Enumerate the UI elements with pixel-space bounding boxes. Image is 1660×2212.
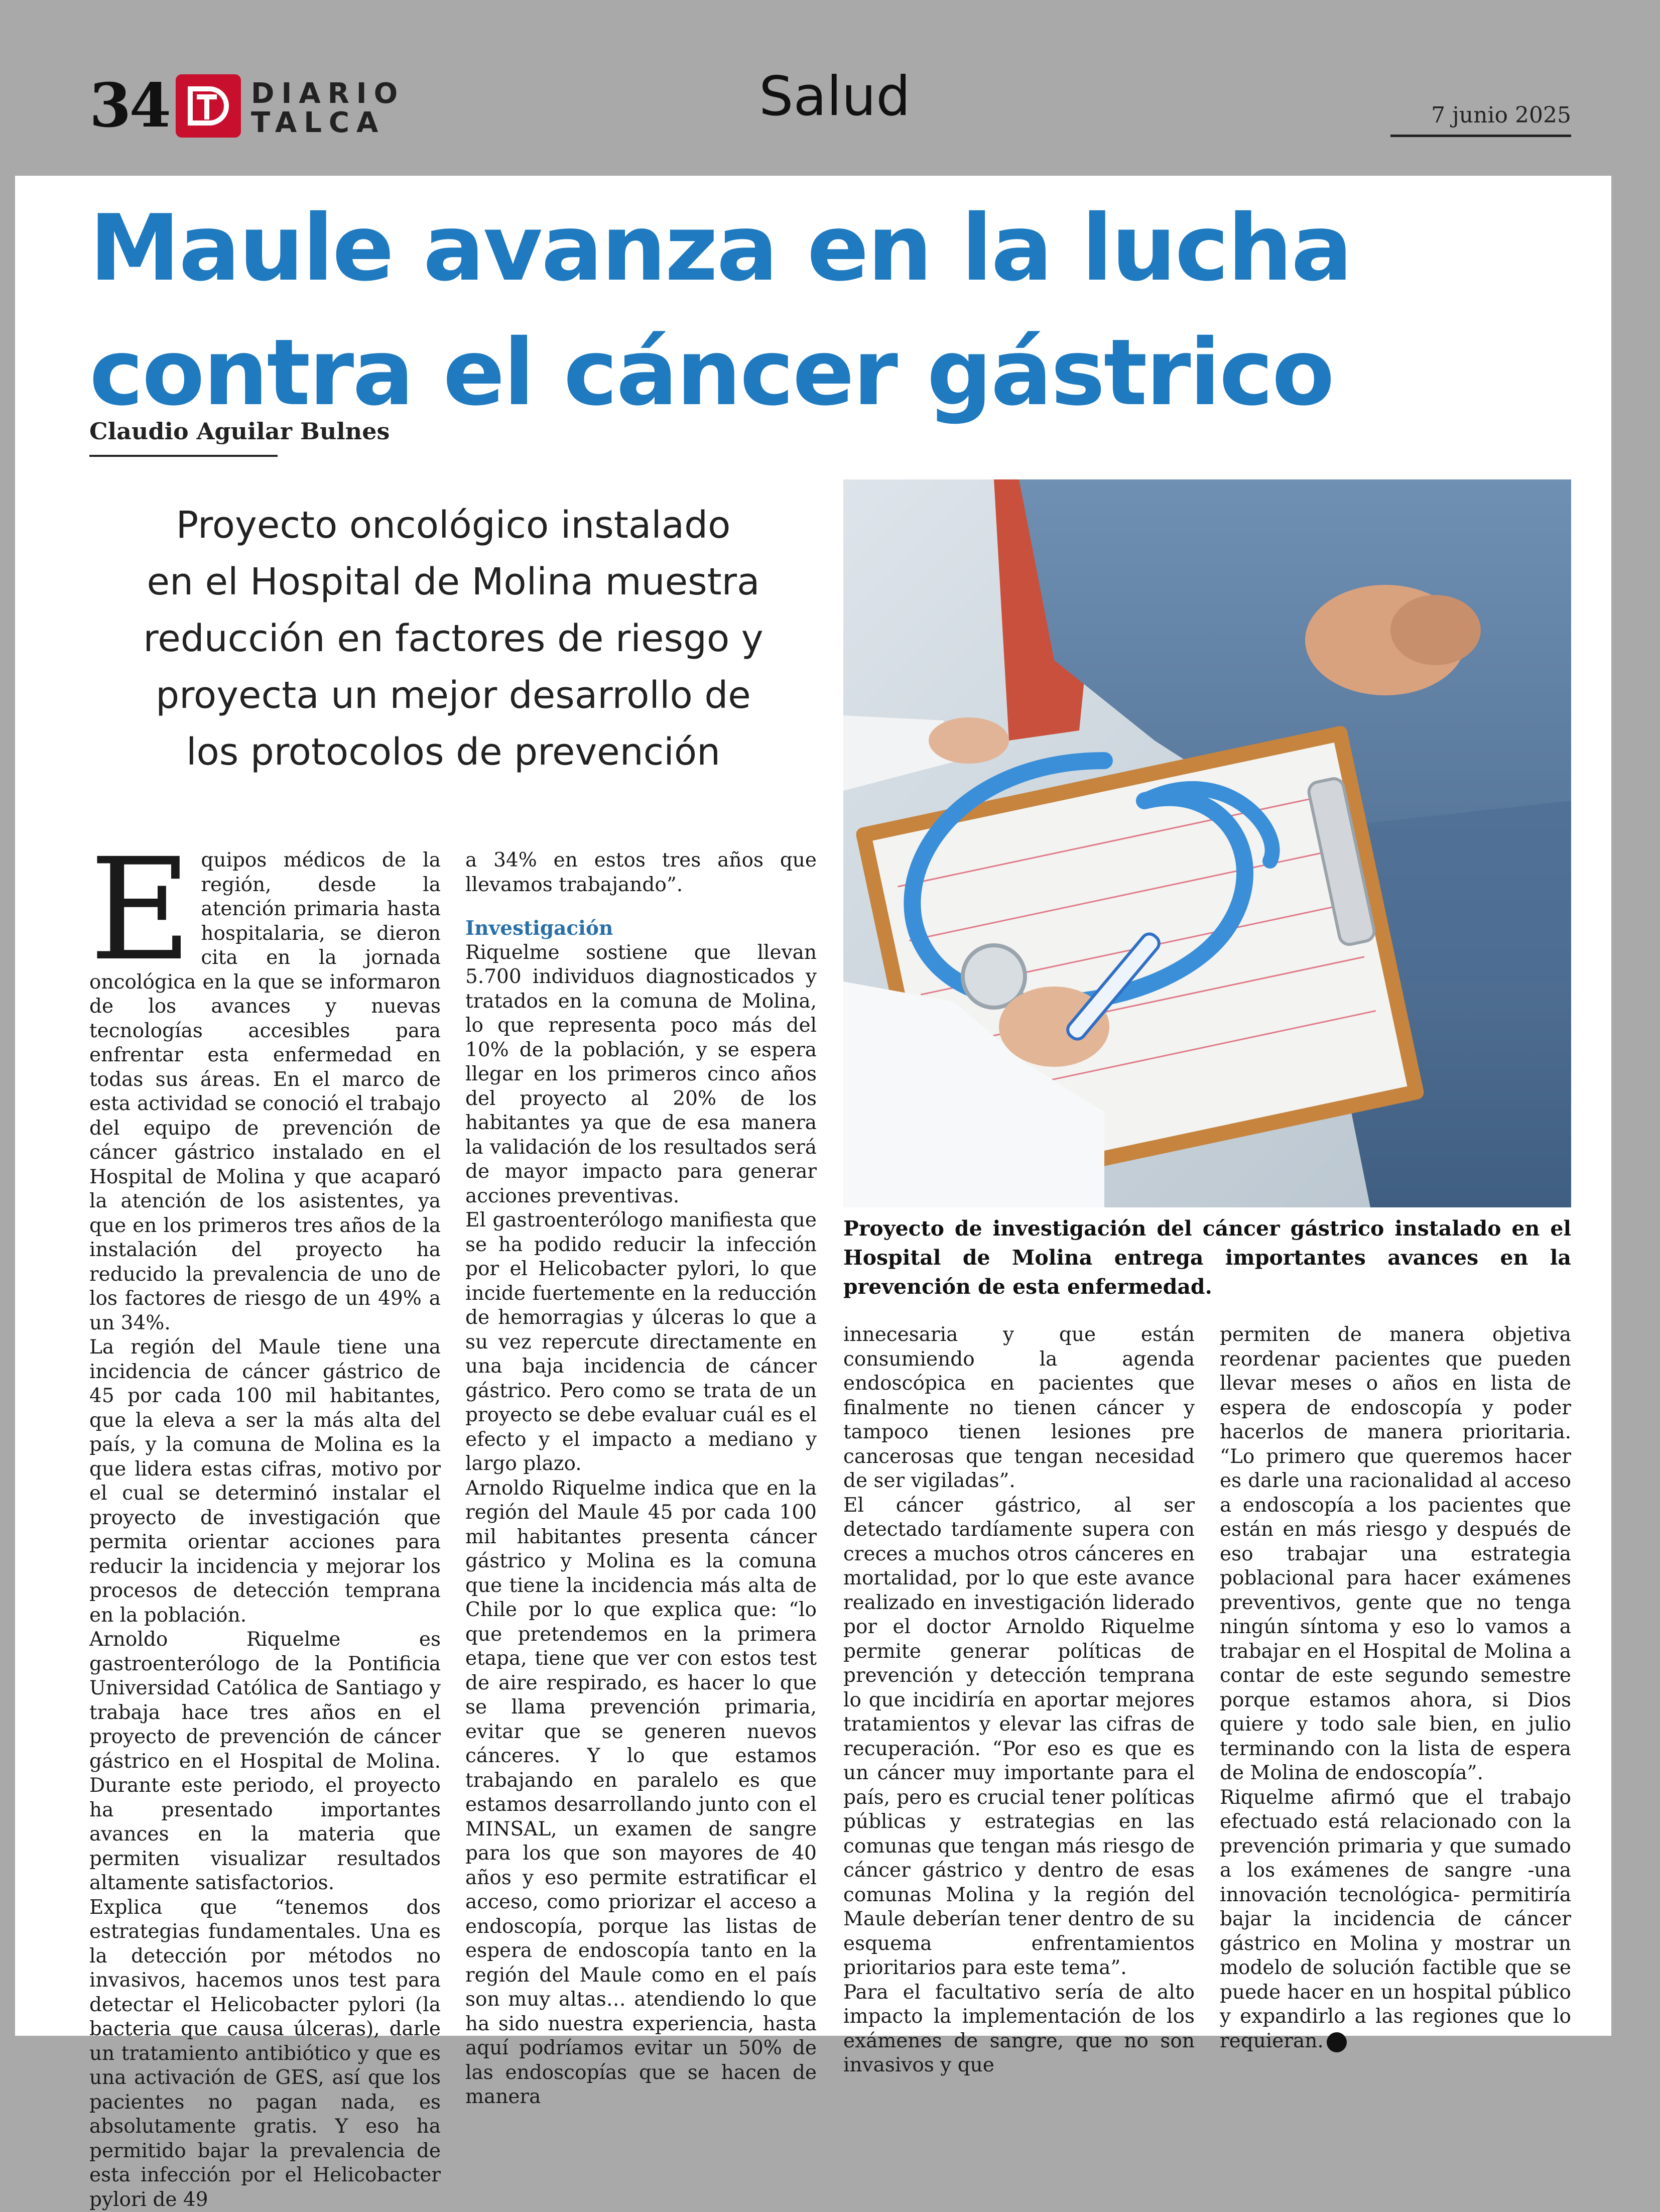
subheading: Investigación [465,916,817,941]
lead-line: los protocolos de prevención [89,724,817,781]
article-column-2 [465,848,817,2110]
article-column-3 [843,1323,1195,2078]
article-paragraph: El cáncer gástrico, al ser detectado tardíamente supera con creces a muchos otros cánceres en mortalidad, por lo que este avance realizado en investigación liderado por el doctor Arnoldo Riquelme permite generar políticas de prevención y detección temprana lo que incidiría en aportar mejores tratamientos y elevar las cifras de recuperación. “Por eso es que es un cáncer muy importante para el país, pero es crucial tener políticas públicas y estrategias en las comunas que tengan más riesgo de cáncer gástrico y dentro de esas comunas Molina y la región del Maule deberían tener dentro de su esquema enfrentamientos prioritarios para este tema”. [843,1494,1195,1981]
drop-cap: E [89,852,192,968]
date-underline [1390,135,1571,137]
article-paragraph: Riquelme sostiene que llevan 5.700 individuos diagnosticados y tratados en la comuna de Molina, lo que representa poco más del 10% de la población, y se espera llegar en los primeros cinco años del proyecto al 20% de los habitantes ya que de esa manera la validación de los resultados será de mayor impacto para generar acciones preventivas. [465,941,817,1209]
logo-line1: DIARIO [251,79,405,108]
article-paragraph: El gastroenterólogo manifiesta que se ha podido reducir la infección por el Helicobacter pylori, lo que incide fuertemente en la reducción de hemorragias y úlceras lo que a su vez repercute directamente en una baja incidencia de cáncer gástrico. Pero como se trata de un proyecto se debe evaluar cuál es el efecto y el impacto a mediano y largo plazo. [465,1208,817,1477]
diario-talca-logo-icon [176,74,241,138]
issue-date: 7 junio 2025 [1393,102,1571,128]
lead-line: reducción en factores de riesgo y [89,610,817,667]
headline-line2: contra el cáncer gástrico [89,310,1545,435]
page-header [0,0,1660,176]
doctor-clipboard-stethoscope-image [843,479,1571,1207]
article-paragraph: Arnoldo Riquelme indica que en la región del Maule 45 por cada 100 mil habitantes presenta cáncer gástrico y Molina es la comuna que tiene la incidencia más alta de Chile por lo que explica que: “lo que pretendemos en la primera etapa, tiene que ver con estos test de aire respirado, es hacer lo que se llama prevención primaria, evitar que se generen nuevos cánceres. Y lo que estamos trabajando en paralelo es que estamos desarrollando junto con el MINSAL, un examen de sangre para los que son mayores de 40 años y eso permite estratificar el acceso, como priorizar el acceso a endoscopía, porque las listas de espera de endoscopía tanto en la región del Maule como en el país son muy altas… atendiendo lo que ha sido nuestra experiencia, hasta aquí podríamos evitar un 50% de las endoscopías que se hacen de manera [465,1477,817,2110]
article-paragraph: Arnoldo Riquelme es gastroenterólogo de la Pontificia Universidad Católica de Santiago y trabaja hace tres años en el proyecto de prevención de cáncer gástrico en el Hospital de Molina. Durante este periodo, el proyecto ha presentado importantes avances en la materia que permiten visualizar resultados altamente satisfactorios. [89,1628,441,1896]
section-title: Salud [759,65,911,128]
paragraph-text: quipos médicos de la región, desde la atención primaria hasta hospitalaria, se dieron cita en la jornada oncológica en la que se informaron de los avances y nuevas tecnologías accesibles para enfrentar esta enfermedad en todas sus áreas. En el marco de esta actividad se conoció el trabajo del equipo de prevención de cáncer gástrico instalado en el Hospital de Molina y que acaparó la atención de los asistentes, ya que en los primeros tres años de la instalación del proyecto ha reducido la prevalencia de uno de los factores de riesgo de un 49% a un 34%. [89,849,441,1334]
article-column-1 [89,848,441,2212]
article-paragraph: a 34% en estos tres años que llevamos trabajando”. [465,848,817,897]
article-paragraph: Para el facultativo sería de alto impacto la implementación de los exámenes de sangre, que no son invasivos y que [843,1981,1195,2078]
end-of-article-icon [1327,2032,1347,2052]
lead-line: Proyecto oncológico instalado [89,497,817,554]
lead-line: en el Hospital de Molina muestra [89,554,817,610]
article-photo [843,479,1571,1207]
article-column-4 [1220,1323,1571,2053]
photo-caption: Proyecto de investigación del cáncer gástrico instalado en el Hospital de Molina entrega importantes avances en la prevención de esta enfermedad. [843,1214,1571,1301]
page-number: 34 [89,70,169,141]
lead-line: proyecta un mejor desarrollo de [89,667,817,724]
article-paragraph [89,848,441,1335]
byline-rule [89,455,278,457]
headline-line1: Maule avanza en la lucha [89,186,1545,310]
byline: Claudio Aguilar Bulnes [89,418,390,445]
article-paragraph: innecesaria y que están consumiendo la agenda endoscópica en pacientes que finalmente no tienen cáncer y tampoco tienen lesiones pre cancerosas que tengan necesidad de ser vigiladas”. [843,1323,1195,1494]
article-headline [89,186,1545,435]
article-paragraph: La región del Maule tiene una incidencia de cáncer gástrico de 45 por cada 100 mil habitantes, que la eleva a ser la más alta del país, y la comuna de Molina es la que lidera estas cifras, motivo por el cual se determinó instalar el proyecto de investigación que permita orientar acciones para reducir la incidencia y mejorar los procesos de detección temprana en la población. [89,1335,441,1628]
article-paragraph: Explica que “tenemos dos estrategias fundamentales. Una es la detección por métodos no invasivos, hacemos unos test para detectar el Helicobacter pylori (la bacteria que causa úlceras), darle un tratamiento antibiótico y que es una activación de GES, así que los pacientes no pagan nada, es absolutamente gratis. Y eso ha permitido bajar la prevalencia de esta infección por el Helicobacter pylori de 49 [89,1896,441,2212]
logo-wordmark [251,79,405,138]
paragraph-text: Riquelme afirmó que el trabajo efectuado está relacionado con la prevención primaria y que sumado a los exámenes de sangre -una innovación tecnológica- permitiría bajar la incidencia de cáncer gástrico en Molina y mostrar un modelo de solución factible que se puede hacer en un hospital público y expandirlo a las regiones que lo requieran. [1220,1786,1571,2052]
logo-line2: TALCA [251,108,405,138]
article-lead [89,497,817,781]
article-paragraph: permiten de manera objetiva reordenar pacientes que pueden llevar meses o años en lista de espera de endoscopía y poder hacerlos de manera prioritaria. “Lo primero que queremos hacer es darle una racionalidad al acceso a endoscopía a los pacientes que están en más riesgo y después de eso trabajar una estrategia poblacional para hacer exámenes preventivos, gente que no tenga ningún síntoma y eso lo vamos a trabajar en el Hospital de Molina a contar de este segundo semestre porque estamos ahora, si Dios quiere y todo sale bien, en julio terminando con la lista de espera de Molina de endoscopía”. [1220,1323,1571,1786]
article-paragraph [1220,1786,1571,2054]
